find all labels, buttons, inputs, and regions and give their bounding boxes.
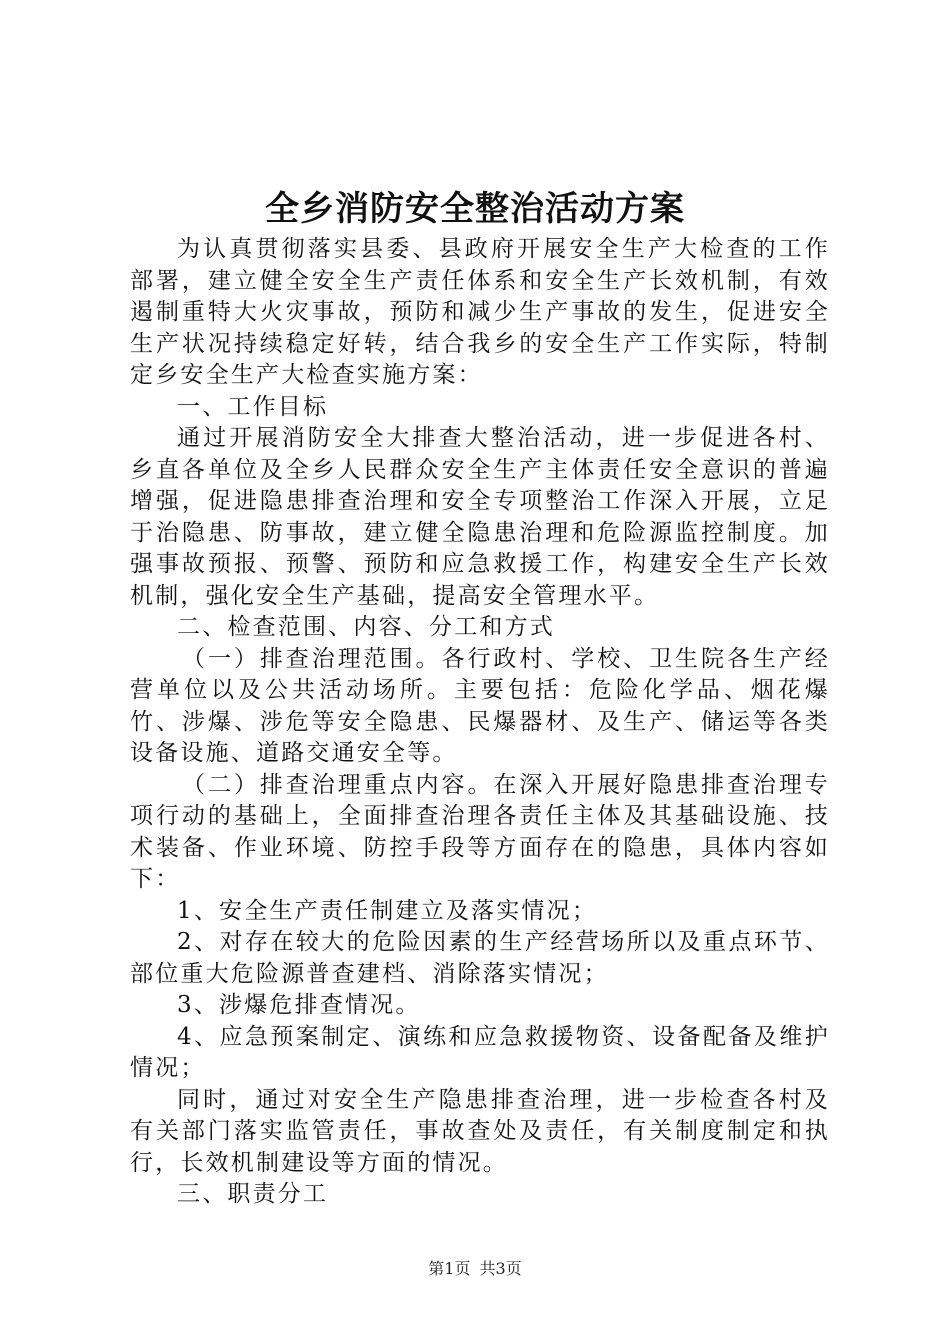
page-footer — [0, 1258, 950, 1280]
paragraph-scope-content: （二）排查治理重点内容。在深入开展好隐患排查治理专项行动的基础上，全面排查治理各责任主体及其基础设施、技术装备、作业环境、防控手段等方面存在的隐患，具体内容如下： — [130, 771, 830, 892]
list-item: 4、应急预案制定、演练和应急救援物资、设备配备及维护情况； — [130, 1023, 830, 1081]
list-item: 2、对存在较大的危险因素的生产经营场所以及重点环节、部位重大危险源普查建档、消除落实情况； — [130, 929, 830, 987]
document-title: 全乡消防安全整治活动方案 — [265, 189, 685, 229]
heading-work-goal: 一、工作目标 — [177, 393, 329, 420]
heading-scope: 二、检查范围、内容、分工和方式 — [177, 614, 555, 640]
page-number: 第1页 — [428, 1259, 471, 1278]
heading-duties: 三、职责分工 — [177, 1181, 329, 1207]
list-item: 3、涉爆危排查情况。 — [177, 992, 421, 1018]
paragraph-work-goal: 通过开展消防安全大排查大整治活动，进一步促进各村、乡直各单位及全乡人民群众安全生产主体责任安全意识的普遍增强，促进隐患排查治理和安全专项整治工作深入开展，立足于治隐患、防事故，建立健全隐患治理和危险源监控制度。加强事故预报、预警、预防和应急救援工作，构建安全生产长效机制，强化安全生产基础，提高安全管理水平。 — [130, 425, 830, 609]
page-total: 共3页 — [479, 1259, 522, 1278]
paragraph-scope-range: （一）排查治理范围。各行政村、学校、卫生院各生产经营单位以及公共活动场所。主要包括：危险化学品、烟花爆竹、涉爆、涉危等安全隐患、民爆器材、及生产、储运等各类设备设施、道路交通安全等。 — [130, 645, 830, 766]
list-item: 1、安全生产责任制建立及落实情况； — [177, 897, 598, 924]
paragraph-intro: 为认真贯彻落实县委、县政府开展安全生产大检查的工作部署，建立健全安全生产责任体系和安全生产长效机制，有效遏制重特大火灾事故，预防和减少生产事故的发生，促进安全生产状况持续稳定好转，结合我乡的安全生产工作实际，特制定乡安全生产大检查实施方案： — [130, 236, 830, 388]
document-body — [130, 234, 830, 1211]
paragraph-also: 同时，通过对安全生产隐患排查治理，进一步检查各村及有关部门落实监管责任，事故查处及责任，有关制度制定和执行，长效机制建设等方面的情况。 — [130, 1086, 830, 1176]
